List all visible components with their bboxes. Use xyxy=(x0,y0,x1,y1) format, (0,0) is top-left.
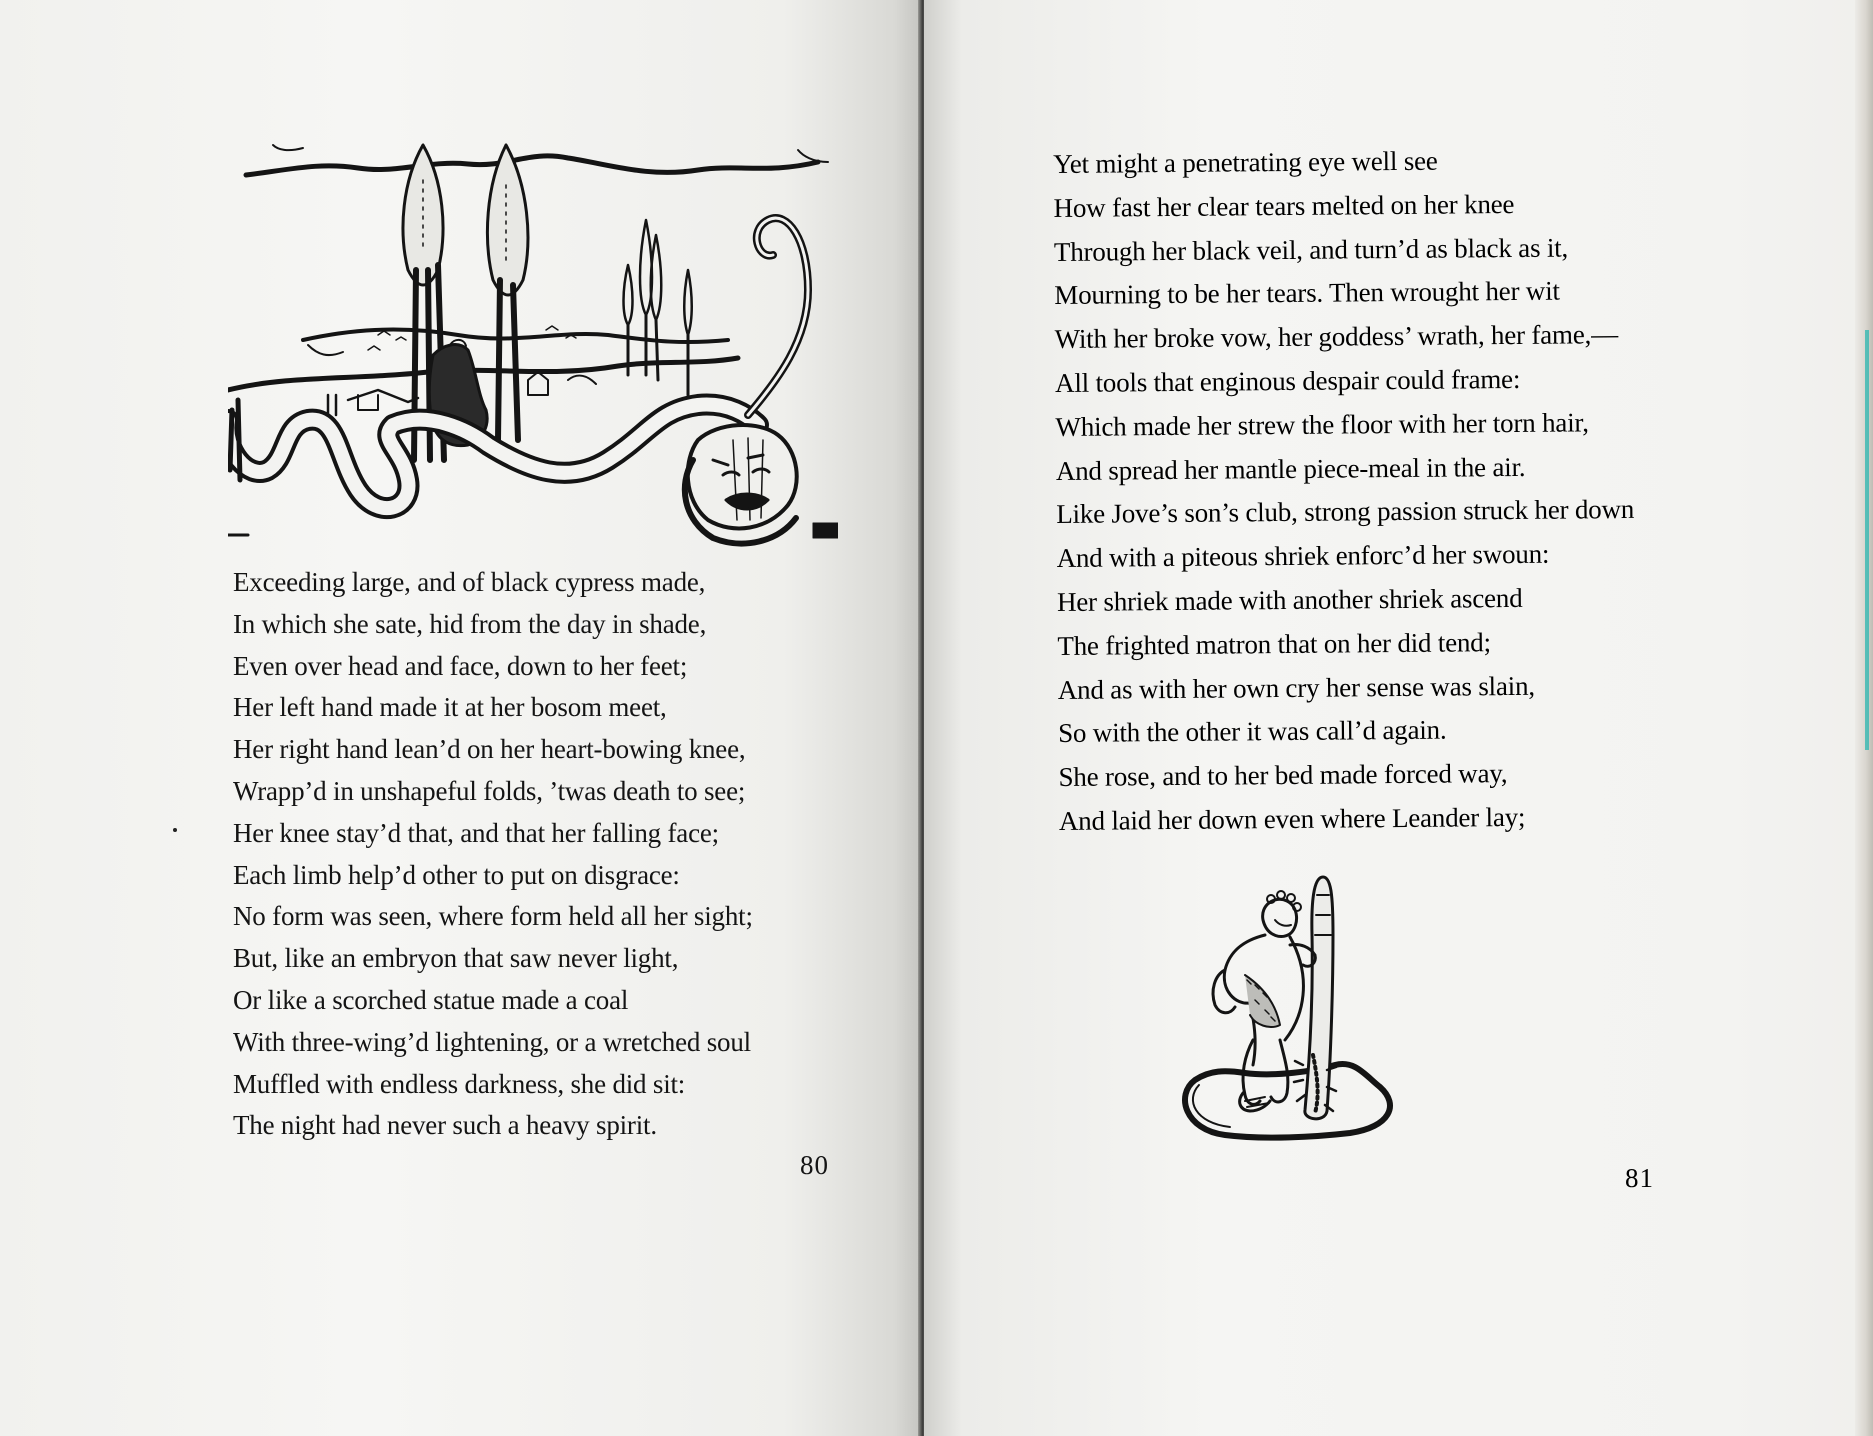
page-number-right: 81 xyxy=(1625,1163,1654,1193)
poem-line: In which she sate, hid from the day in shade, xyxy=(233,608,707,639)
poem-line: And as with her own cry her sense was slain, xyxy=(1057,670,1535,705)
cover-edge-strip xyxy=(1865,330,1869,750)
poem-line: Her right hand lean’d on her heart-bowing knee, xyxy=(233,734,746,765)
poem-line: Her left hand made it at her bosom meet, xyxy=(233,692,667,723)
poem-line: How fast her clear tears melted on her knee xyxy=(1053,188,1515,223)
poem-line: With her broke vow, her goddess’ wrath, her fame,— xyxy=(1054,319,1619,355)
poem-line: Through her black veil, and turn’d as black as it, xyxy=(1053,232,1569,267)
page-number-left: 80 xyxy=(800,1150,829,1180)
poem-line: Muffled with endless darkness, she did sit: xyxy=(233,1068,686,1099)
poem-line: The night had never such a heavy spirit. xyxy=(233,1110,657,1141)
poem-line: All tools that enginous despair could frame: xyxy=(1054,363,1521,398)
page-edge xyxy=(1855,0,1873,1436)
poem-line: Which made her strew the floor with her torn hair, xyxy=(1055,407,1589,442)
ink-speck xyxy=(173,828,177,832)
poem-line: Each limb help’d other to put on disgrace: xyxy=(233,859,680,890)
hercules-illustration xyxy=(1175,865,1405,1145)
poem-line: Her knee stay’d that, and that her falling face; xyxy=(233,817,719,848)
poem-line: She rose, and to her bed made forced way, xyxy=(1058,758,1508,793)
poem-line: No form was seen, where form held all her sight; xyxy=(233,901,753,932)
poem-line: With three-wing’d lightening, or a wretched soul xyxy=(233,1026,751,1057)
poem-line: Like Jove’s son’s club, strong passion struck her down xyxy=(1056,494,1635,530)
left-page xyxy=(0,0,922,1436)
poem-line: So with the other it was call’d again. xyxy=(1058,714,1447,749)
poem-line: But, like an embryon that saw never light, xyxy=(233,943,679,974)
poem-line: Even over head and face, down to her feet; xyxy=(233,650,688,681)
left-poem xyxy=(233,562,753,1147)
poem-line: Her shriek made with another shriek ascend xyxy=(1056,582,1523,617)
poem-line: Or like a scorched statue made a coal xyxy=(233,984,629,1015)
poem-line: Yet might a penetrating eye well see xyxy=(1053,145,1438,179)
poem-line: The frighted matron that on her did tend; xyxy=(1057,626,1491,661)
poem-line: Wrapp’d in unshapeful folds, ’twas death to see; xyxy=(233,775,746,806)
poem-line: And with a piteous shriek enforc’d her swoun: xyxy=(1056,538,1550,574)
poem-line: And spread her mantle piece-meal in the air. xyxy=(1055,451,1526,486)
poem-line: And laid her down even where Leander lay; xyxy=(1058,801,1526,836)
poem-line: Mourning to be her tears. Then wrought her wit xyxy=(1054,275,1560,311)
right-poem xyxy=(1053,138,1637,844)
poem-line: Exceeding large, and of black cypress made, xyxy=(233,567,706,597)
landscape-illustration xyxy=(228,140,838,555)
